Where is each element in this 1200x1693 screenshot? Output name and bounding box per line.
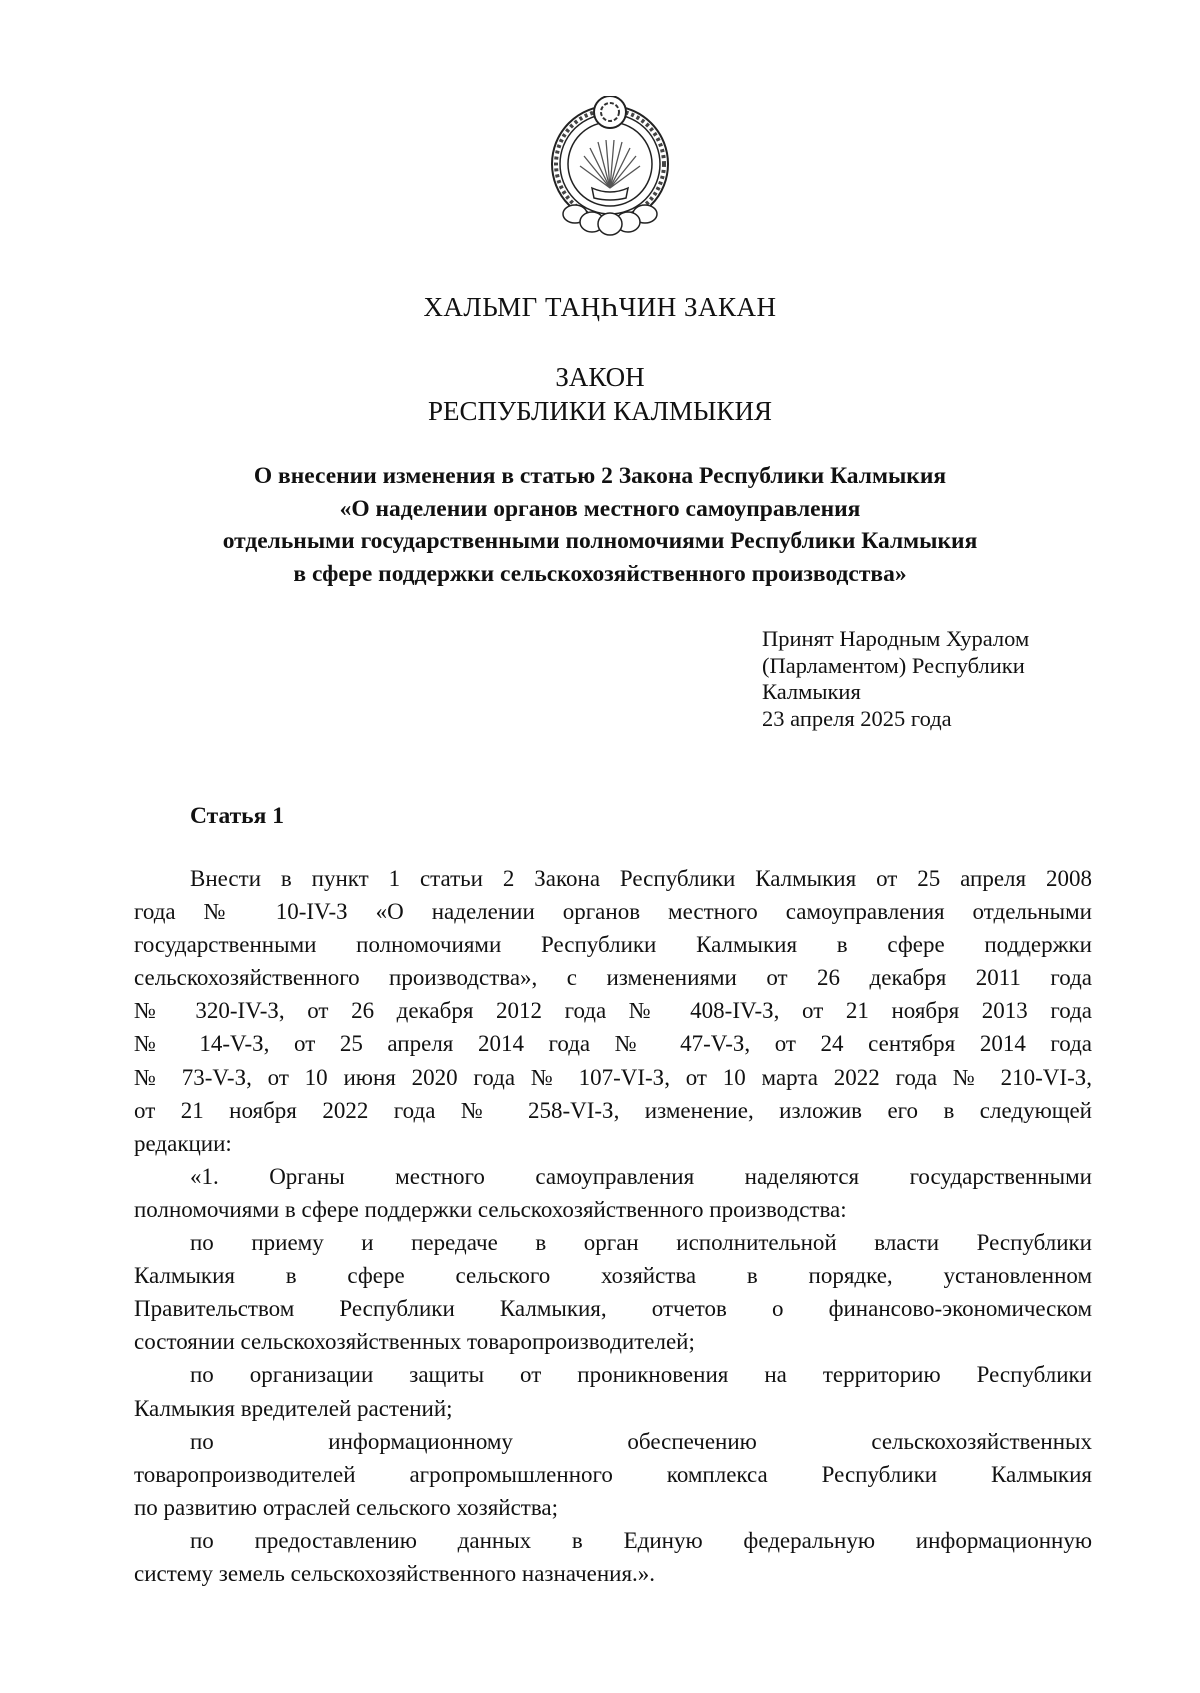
paragraph-line: систему земель сельскохозяйственного назначения.». [134,1560,656,1586]
paragraph-line: редакции: [134,1130,232,1156]
article-body [134,862,1092,1590]
paragraph-line: по развитию отраслей сельского хозяйства; [134,1494,559,1520]
coat-of-arms-emblem [540,96,680,236]
paragraph-line: по информационному обеспечению сельскохозяйственных [190,1428,1092,1454]
law-title-line: отдельными государственными полномочиями Республики Калмыкия [222,528,978,554]
paragraph-line: по организации защиты от проникновения на территорию Республики [190,1362,1092,1388]
law-heading-line1: ЗАКОН [555,362,645,392]
paragraph-line: № 320-IV-З, от 26 декабря 2012 года № 408-IV-З, от 21 ноября 2013 года [134,998,1092,1024]
kalmyk-title: ХАЛЬМГ ТАҢҺЧИН ЗАКАН [423,292,777,322]
paragraph-line: от 21 ноября 2022 года № 258-VI-З, изменение, изложив его в следующей [134,1097,1092,1123]
paragraph-line: по предоставлению данных в Единую федеральную информационную [190,1527,1092,1553]
adoption-line: Принят Народным Хуралом [762,626,1030,651]
paragraph-line: «1. Органы местного самоуправления наделяются государственными [190,1163,1092,1189]
paragraph-line: № 14-V-З, от 25 апреля 2014 года № 47-V-З, от 24 сентября 2014 года [134,1031,1092,1057]
law-title-line: «О наделении органов местного самоуправления [339,495,861,522]
law-title-line: О внесении изменения в статью 2 Закона Республики Калмыкия [253,463,947,489]
paragraph-line: полномочиями в сфере поддержки сельскохозяйственного производства: [134,1196,847,1222]
adoption-note [762,626,1029,732]
paragraph-line: по приему и передаче в орган исполнительной власти Республики [190,1230,1092,1256]
paragraph-line: Калмыкия в сфере сельского хозяйства в порядке, установленном [134,1263,1092,1289]
law-title-line: в сфере поддержки сельскохозяйственного производства» [293,560,907,587]
paragraph-line: сельскохозяйственного производства», с изменениями от 26 декабря 2011 года [134,965,1092,991]
adoption-line: Калмыкия [762,679,861,704]
adoption-date: 23 апреля 2025 года [762,705,952,731]
paragraph-line: Правительством Республики Калмыкия, отчетов о финансово-экономическом [134,1296,1092,1322]
paragraph-line: государственными полномочиями Республики Калмыкия в сфере поддержки [134,932,1092,958]
paragraph-line: Внести в пункт 1 статьи 2 Закона Республики Калмыкия от 25 апреля 2008 [190,866,1092,891]
law-title [0,460,1200,590]
paragraph-line: № 73-V-З, от 10 июня 2020 года № 107-VI-З, от 10 марта 2022 года № 210-VI-З, [134,1064,1092,1090]
paragraph-line: года № 10-IV-З «О наделении органов местного самоуправления отдельными [134,899,1092,925]
article-heading: Статья 1 [190,803,284,829]
paragraph-line: товаропроизводителей агропромышленного комплекса Республики Калмыкия [134,1461,1092,1487]
adoption-line: (Парламентом) Республики [762,652,1025,678]
paragraph-line: Калмыкия вредителей растений; [134,1395,453,1421]
law-heading-line2: РЕСПУБЛИКИ КАЛМЫКИЯ [428,396,772,426]
paragraph-line: состоянии сельскохозяйственных товаропроизводителей; [134,1329,695,1355]
